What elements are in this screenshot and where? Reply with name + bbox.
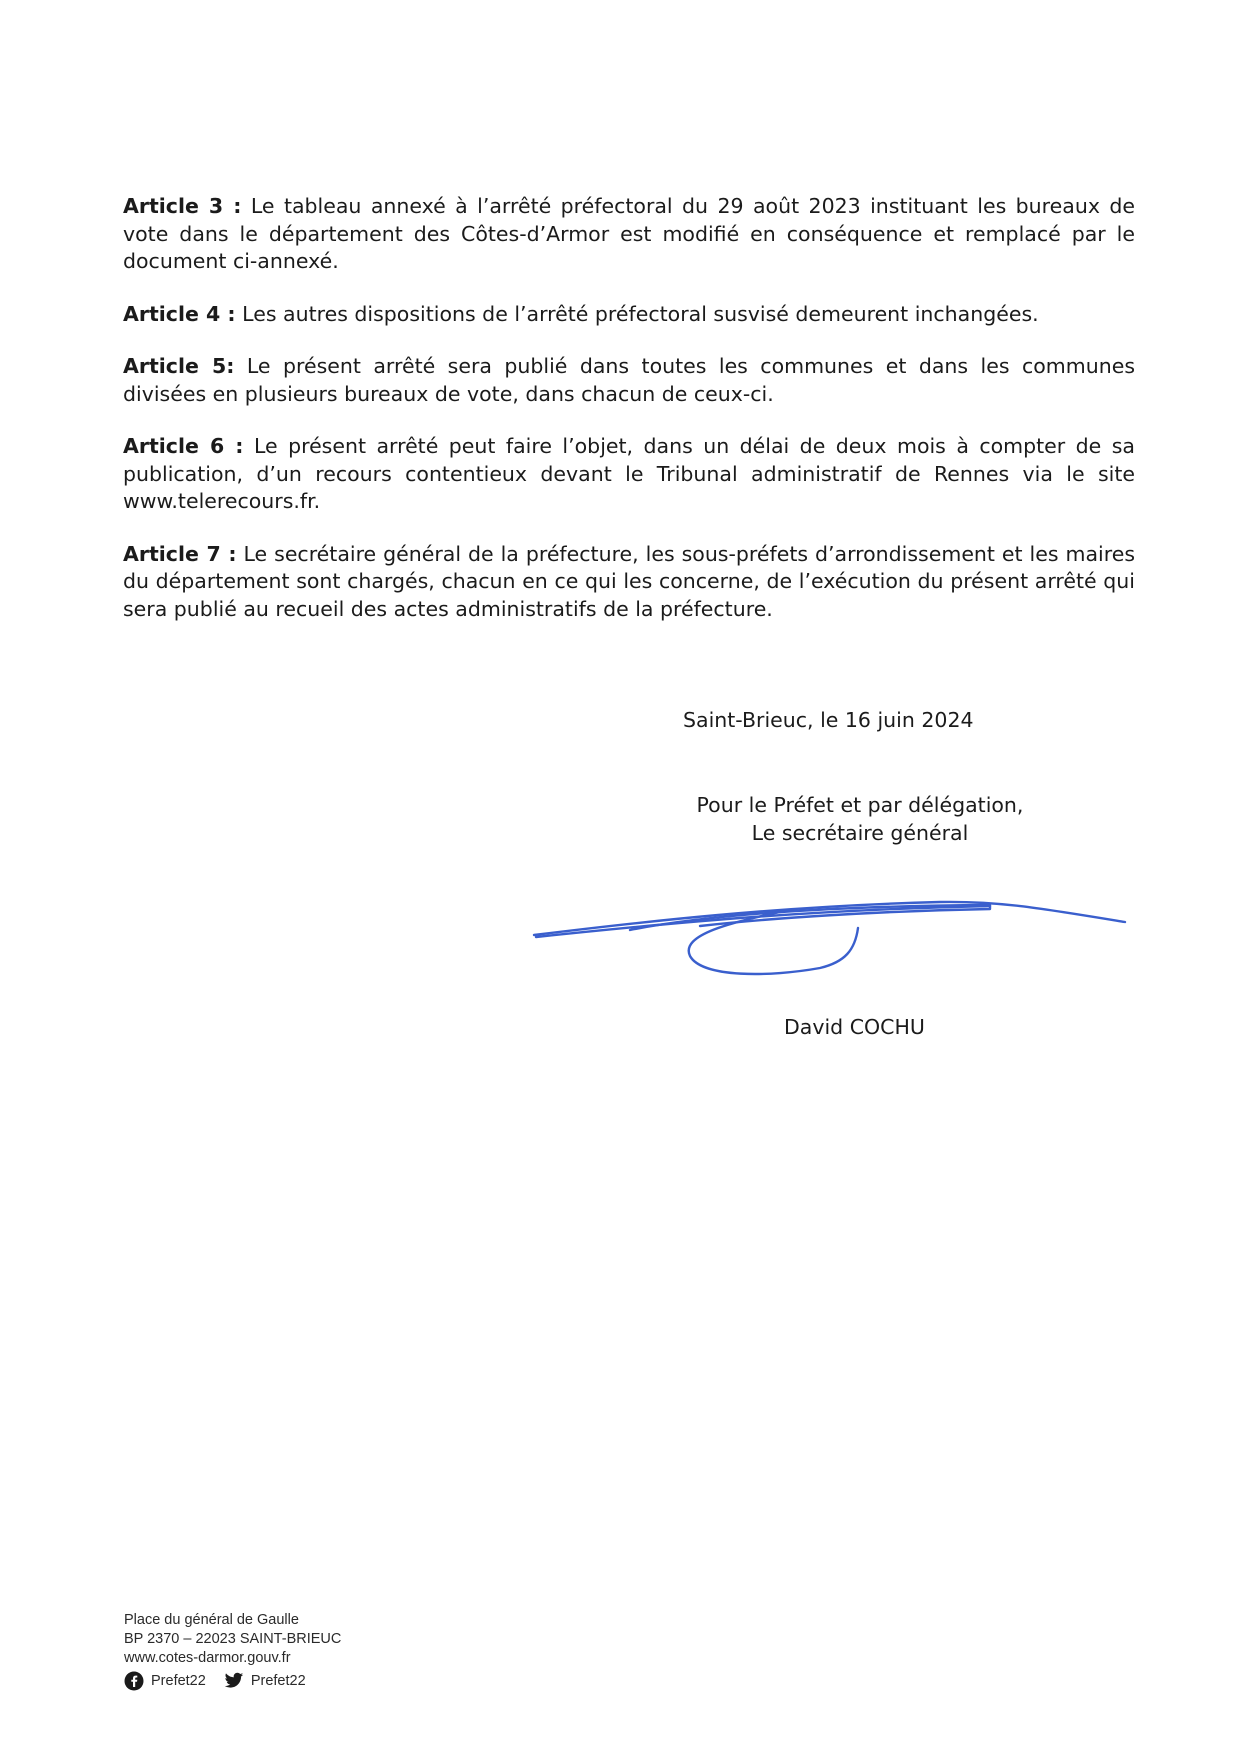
facebook-icon[interactable] (124, 1671, 144, 1691)
twitter-handle[interactable]: Prefet22 (250, 1672, 306, 1689)
signer-title: Le secrétaire général (751, 820, 969, 845)
website-link[interactable]: www.cotes-darmor.gouv.fr (124, 1650, 291, 1666)
place-and-date: Saint-Brieuc, le 16 juin 2024 (683, 708, 974, 732)
twitter-icon[interactable] (224, 1671, 244, 1691)
article-6 (123, 433, 1135, 516)
article-3 (123, 193, 1135, 276)
address-line-1: Place du général de Gaulle (124, 1612, 299, 1628)
article-text: Les autres dispositions de l’arrêté préfectoral susvisé demeurent inchangées. (235, 301, 1039, 326)
article-text: Le présent arrêté peut faire l’objet, dans un délai de deux mois à compter de sa publication, d’un recours contentieux devant le Tribunal administratif de Rennes via le site www.telerecours.fr. (123, 434, 1135, 513)
article-label: Article 6 : (123, 434, 244, 458)
article-label: Article 3 : (123, 194, 242, 218)
articles-section (123, 193, 1135, 648)
article-7 (123, 541, 1135, 624)
article-4 (123, 301, 1135, 329)
article-label: Article 4 : (123, 301, 236, 326)
signer-name: David COCHU (784, 1015, 925, 1039)
article-5 (123, 353, 1135, 408)
delegation-line: Pour le Préfet et par délégation, (696, 793, 1024, 817)
article-text: Le secrétaire général de la préfecture, les sous-préfets d’arrondissement et les maires du département sont chargés, chacun en ce qui les concerne, de l’exécution du présent arrêté qui sera publié au recueil des actes administratifs de la préfecture. (123, 541, 1135, 621)
footer (124, 1611, 341, 1691)
article-label: Article 5: (123, 354, 235, 378)
article-text: Le présent arrêté sera publié dans toutes les communes et dans les communes divisées en plusieurs bureaux de vote, dans chacun de ceux-ci. (123, 354, 1136, 406)
article-text: Le tableau annexé à l’arrêté préfectoral du 29 août 2023 instituant les bureaux de vote dans le département des Côtes-d’Armor est modifié en conséquence et remplacé par le document ci-annexé. (123, 194, 1135, 273)
signature-caption (660, 792, 1060, 847)
handwritten-signature (520, 880, 1130, 990)
social-links (124, 1671, 341, 1691)
address-line-2: BP 2370 – 22023 SAINT-BRIEUC (124, 1631, 342, 1647)
article-label: Article 7 : (123, 541, 237, 566)
facebook-handle[interactable]: Prefet22 (151, 1672, 206, 1689)
